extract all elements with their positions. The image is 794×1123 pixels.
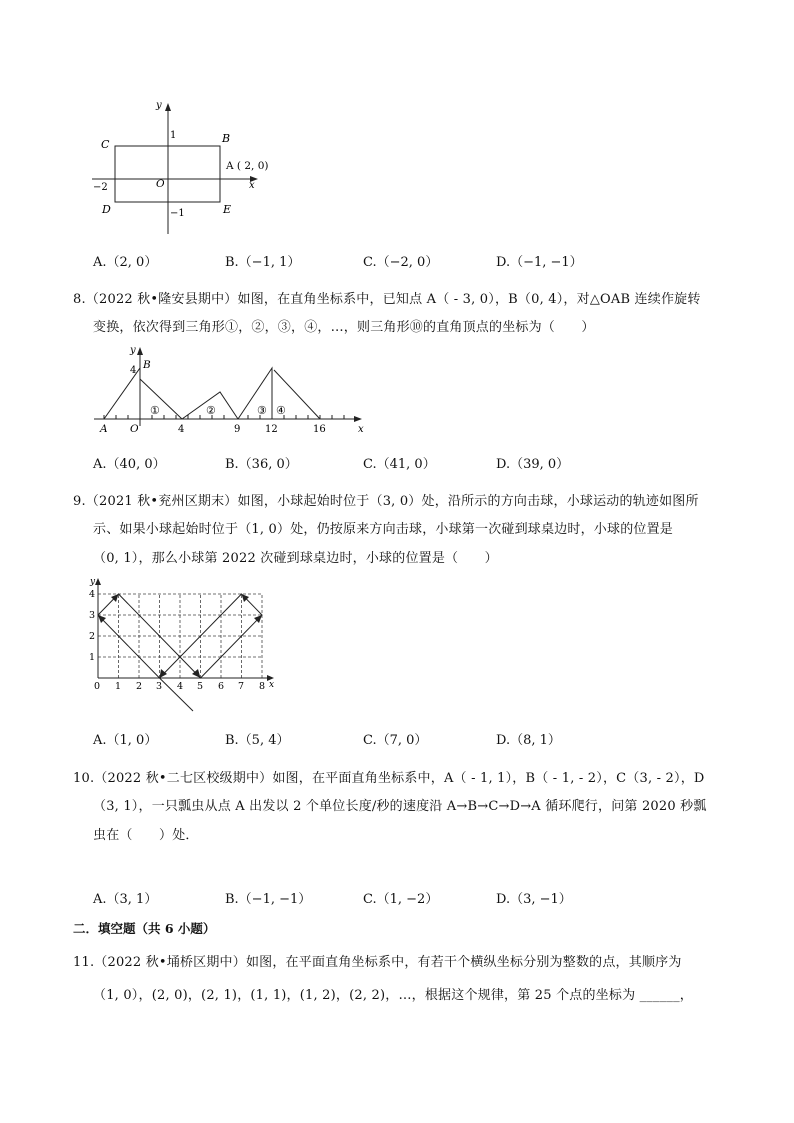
q9-stem-line1: 9.（2021 秋•兖州区期末）如图，小球起始时位于（3, 0）处，沿所示的方向击球，小球运动的轨迹如图所 xyxy=(73,494,699,509)
q8-tri-label-2: ② xyxy=(206,404,216,417)
q9-option-b[interactable]: B.（5, 4） xyxy=(225,733,290,748)
q9-grid xyxy=(98,594,262,678)
q9-y-tick: 3 xyxy=(89,610,96,621)
q9-figure xyxy=(86,574,286,714)
q9-x-tick: 6 xyxy=(218,681,225,692)
q9-y-tick-labels xyxy=(89,589,95,663)
q9-axis-x-label: x xyxy=(269,680,275,690)
q9-x-tick: 8 xyxy=(259,681,266,692)
q7-label-C: C xyxy=(101,138,110,151)
q8-stem-line1: 8.（2022 秋•隆安县期中）如图，在直角坐标系中，已知点 A（ - 3, 0），B（0, 4），对△OAB 连续作旋转 xyxy=(73,292,701,307)
q9-y-tick: 1 xyxy=(89,652,96,663)
q7-axis-y-label: y xyxy=(156,100,162,111)
q9-x-tick: 0 xyxy=(94,681,101,692)
q10-stem-line2: （3, 1），一只瓢虫从点 A 出发以 2 个单位长度/秒的速度沿 A→B→C→D→A 循环爬行，问第 2020 秒瓢 xyxy=(93,799,707,814)
q8-label-A: A xyxy=(100,423,108,434)
q7-label-B: B xyxy=(222,132,231,145)
q9-stem-line3: （0, 1），那么小球第 2022 次碰到球桌边时，小球的位置是（ ） xyxy=(93,551,498,566)
q8-axis-y-label: y xyxy=(130,345,136,356)
q8-tick-9: 9 xyxy=(234,424,241,434)
q8-y-arrow xyxy=(137,347,143,355)
q9-y-tick: 2 xyxy=(89,631,96,642)
q7-option-a[interactable]: A.（2, 0） xyxy=(93,255,158,270)
q8-label-B: B xyxy=(143,359,151,371)
section-fill-in-heading: 二．填空题（共 6 小题） xyxy=(73,921,216,936)
q8-figure xyxy=(92,342,372,434)
q9-y-arrow xyxy=(95,578,101,585)
q8-tick-16: 16 xyxy=(313,424,326,434)
q7-tick-1: 1 xyxy=(170,130,177,141)
q8-option-a[interactable]: A.（40, 0） xyxy=(93,457,166,472)
q10-stem-line3: 虫在（ ）处． xyxy=(93,828,199,843)
q9-y-tick: 4 xyxy=(89,589,96,600)
q7-label-O: O xyxy=(156,178,165,190)
q8-tick-4: 4 xyxy=(178,424,185,434)
q8-option-d[interactable]: D.（39, 0） xyxy=(496,457,570,472)
q9-x-tick-labels xyxy=(94,681,265,692)
q7-figure xyxy=(88,96,288,241)
q10-option-c[interactable]: C.（1, −2） xyxy=(363,892,439,907)
q8-option-b[interactable]: B.（36, 0） xyxy=(225,457,298,472)
q8-option-c[interactable]: C.（41, 0） xyxy=(363,457,436,472)
q8-triangle-3 xyxy=(238,368,272,419)
q10-option-b[interactable]: B.（−1, −1） xyxy=(225,892,312,907)
q7-option-c[interactable]: C.（−2, 0） xyxy=(363,255,439,270)
q7-y-arrow xyxy=(165,103,171,111)
q9-x-tick: 7 xyxy=(238,681,245,692)
q9-option-c[interactable]: C.（7, 0） xyxy=(363,733,428,748)
q8-x-arrow xyxy=(354,416,362,422)
q8-stem-line2: 变换，依次得到三角形①，②，③，④，…，则三角形⑩的直角顶点的坐标为（ ） xyxy=(93,320,595,335)
q8-label-O: O xyxy=(130,423,139,434)
q8-tri-label-4: ④ xyxy=(276,404,286,417)
q11-stem-line1: 11.（2022 秋•埇桥区期中）如图，在平面直角坐标系中，有若干个横纵坐标分别为整数的点，其顺序为 xyxy=(73,955,682,970)
q7-tick-neg2: −2 xyxy=(93,182,108,193)
q8-triangle-1 xyxy=(140,368,182,419)
q7-axis-x-label: x xyxy=(249,180,255,191)
q9-x-tick: 4 xyxy=(177,681,184,692)
q8-tri-label-3: ③ xyxy=(257,404,267,417)
q10-option-a[interactable]: A.（3, 1） xyxy=(93,892,158,907)
q9-x-tick: 5 xyxy=(197,681,204,692)
q7-option-d[interactable]: D.（−1, −1） xyxy=(496,255,583,270)
q9-option-a[interactable]: A.（1, 0） xyxy=(93,733,158,748)
q8-axis-x-label: x xyxy=(358,424,364,434)
q8-tick-12: 12 xyxy=(265,424,278,434)
q7-label-E: E xyxy=(223,203,232,216)
q9-option-d[interactable]: D.（8, 1） xyxy=(496,733,561,748)
q10-stem-line1: 10.（2022 秋•二七区校级期中）如图，在平面直角坐标系中，A（ - 1, 1），B（ - 1, - 2），C（3, - 2），D xyxy=(73,771,705,786)
q8-tri-label-1: ① xyxy=(150,404,160,417)
q9-stem-line2: 示、如果小球起始时位于（1, 0）处，仍按原来方向击球，小球第一次碰到球桌边时，小球的位置是 xyxy=(93,522,674,537)
q7-tick-neg1: −1 xyxy=(170,208,185,219)
q9-x-tick: 2 xyxy=(136,681,143,692)
q7-label-D: D xyxy=(102,203,111,216)
q7-option-b[interactable]: B.（−1, 1） xyxy=(225,255,301,270)
q8-tick-y4: 4 xyxy=(130,365,137,376)
q9-x-tick: 1 xyxy=(115,681,122,692)
q9-x-tick: 3 xyxy=(156,681,163,692)
q9-axis-y-label: y xyxy=(90,577,96,587)
q7-label-A: A ( 2, 0) xyxy=(226,160,269,172)
q10-option-d[interactable]: D.（3, −1） xyxy=(496,892,572,907)
q11-stem-line2[interactable]: （1, 0），(2, 0)，(2, 1)，(1, 1)，(1, 2)，(2, 2)，…，根据这个规律，第 25 个点的坐标为 ______， xyxy=(93,988,693,1003)
